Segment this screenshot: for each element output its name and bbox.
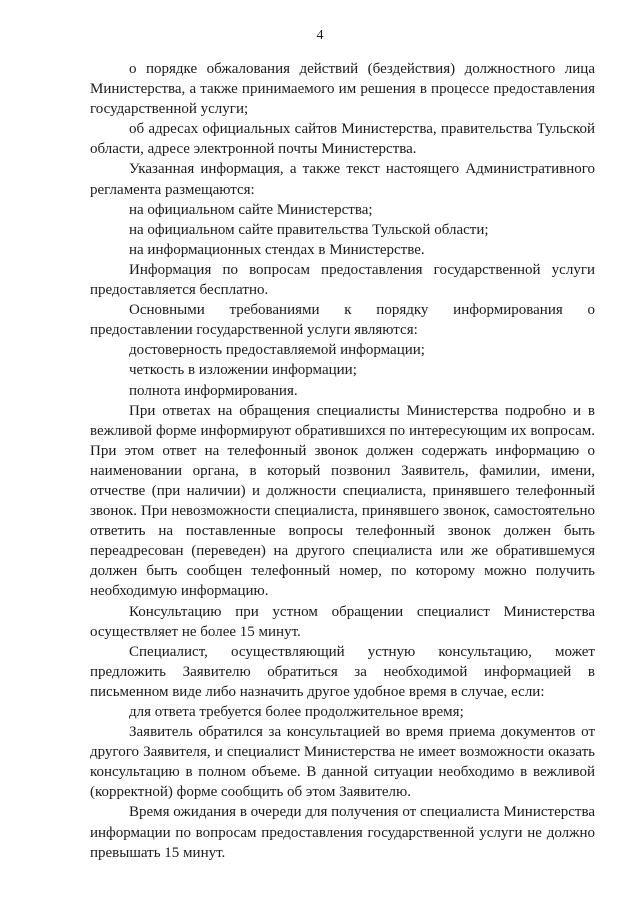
document-body [90, 59, 595, 863]
paragraph-info-placement: Указанная информация, а также текст настоящего Административного регламента размещаются: [90, 161, 595, 198]
list-item-longer-time: для ответа требуется более продолжительное время; [129, 704, 464, 720]
paragraph-appeal-procedure: о порядке обжалования действий (бездействия) должностного лица Министерства, а также принимаемого им решения в процессе предоставления государственной услуги; [90, 61, 595, 118]
list-item-completeness: полнота информирования. [129, 382, 298, 399]
paragraph-busy-specialist: Заявитель обратился за консультацией во время приема документов от другого Заявителя, и специалист Министерства не имеет возможности оказать консультацию в полном объеме. В данной ситуации необходимо в вежливой (корректной) форме сообщить об этом Заявителю. [90, 724, 595, 801]
paragraph-requirements: Основными требованиями к порядку информирования о предоставлении государственной услуги являются: [90, 302, 595, 339]
list-item-reliability: достоверность предоставляемой информации; [129, 342, 425, 359]
paragraph-phone-answers: При ответах на обращения специалисты Министерства подробно и в вежливой форме информируют обратившихся по интересующим их вопросам. При этом ответ на телефонный звонок должен содержать информацию о наименовании органа, в который позвонил Заявитель, фамилии, имени, отчестве (при наличии) и должности специалиста, принявшего телефонный звонок. При невозможности специалиста, принявшего звонок, самостоятельно ответить на поставленные вопросы телефонный звонок должен быть переадресован (переведен) на другого специалиста или же обратившемуся должен быть сообщен телефонный номер, по которому можно получить необходимую информацию. [90, 402, 595, 600]
paragraph-website-addresses: об адресах официальных сайтов Министерства, правительства Тульской области, адресе электронной почты Министерства. [90, 121, 595, 158]
paragraph-free-info: Информация по вопросам предоставления государственной услуги предоставляется бесплатно. [90, 261, 595, 299]
list-item-clarity: четкость в изложении информации; [129, 362, 357, 379]
paragraph-waiting-time: Время ожидания в очереди для получения от специалиста Министерства информации по вопросам предоставления государственной услуги не должно превышать 15 минут. [90, 804, 595, 861]
list-item-government-site: на официальном сайте правительства Тульской области; [129, 221, 489, 238]
page-number: 4 [316, 28, 324, 43]
list-item-ministry-site: на официальном сайте Министерства; [129, 201, 373, 218]
paragraph-written-request: Специалист, осуществляющий устную консультацию, может предложить Заявителю обратиться за необходимой информацией в письменном виде либо назначить другое удобное время в случае, если: [90, 643, 595, 700]
paragraph-consultation-time: Консультацию при устном обращении специалист Министерства осуществляет не более 15 минут. [90, 603, 595, 640]
list-item-info-stands: на информационных стендах в Министерстве. [129, 241, 425, 258]
